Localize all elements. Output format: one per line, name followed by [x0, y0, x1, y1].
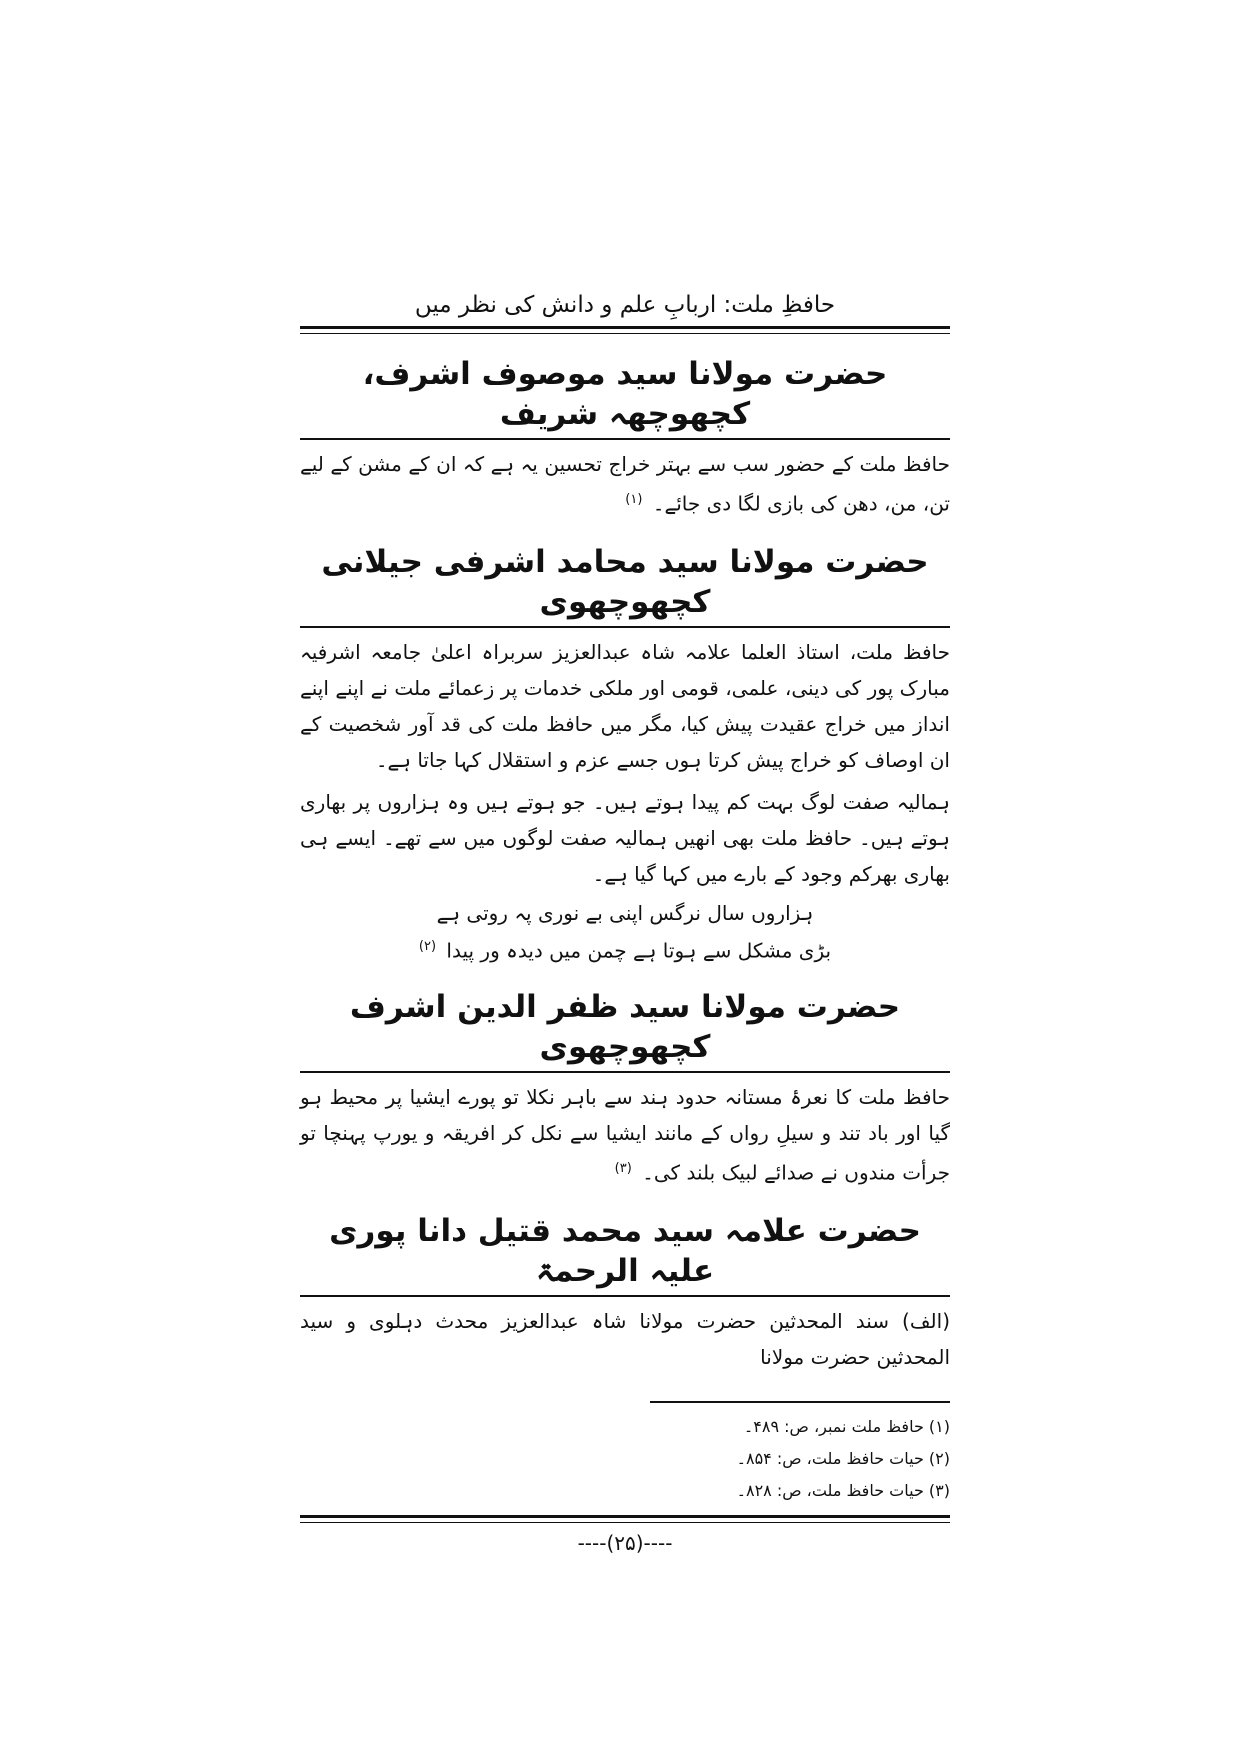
document-page — [300, 290, 950, 1555]
paragraph-text: حافظ ملت، استاذ العلما علامہ شاہ عبدالعزیز سربراہ اعلیٰ جامعہ اشرفیہ مبارک پور کی دینی، علمی، قومی اور ملکی خدمات پر زعمائے ملت نے اپنے اپنے انداز میں خراج عقیدت پیش کیا، مگر میں حافظ ملت کی قد آور شخصیت کے ان اوصاف کو خراج پیش کرتا ہوں جسے عزم و استقلال کہا جاتا ہے۔ — [300, 639, 950, 772]
footer-rule — [300, 1515, 950, 1523]
footnote-reference[interactable]: (۲) — [418, 938, 437, 954]
footnote-separator — [650, 1401, 950, 1403]
verse-line-wrap — [300, 930, 950, 968]
verse-couplet — [300, 896, 950, 968]
paragraph — [300, 1303, 950, 1375]
section-heading — [300, 987, 950, 1073]
verse-line: بڑی مشکل سے ہوتا ہے چمن میں دیدہ ور پیدا — [446, 938, 832, 963]
footnote: (۲) حیات حافظ ملت، ص: ۸۵۴۔ — [736, 1448, 950, 1468]
section-heading-text: حضرت مولانا سید ظفر الدین اشرف کچھوچھوی — [300, 987, 950, 1073]
paragraph — [300, 634, 950, 778]
running-head: حافظِ ملت: اربابِ علم و دانش کی نظر میں — [414, 292, 836, 318]
paragraph-text: (الف) سند المحدثین حضرت مولانا شاہ عبدالعزیز محدث دہلوی و سید المحدثین حضرت مولانا — [300, 1308, 950, 1369]
section-heading-text: حضرت علامہ سید محمد قتیل دانا پوری علیہ الرحمۃ — [300, 1211, 950, 1297]
paragraph-text: حافظ ملت کا نعرۂ مستانہ حدود ہند سے باہر نکلا تو پورے ایشیا پر محیط ہو گیا اور باد تند و سیلِ رواں کے مانند ایشیا سے نکل کر افریقہ و یورپ پہنچا تو جرأت مندوں نے صدائے لبیک بلند کی۔ — [300, 1085, 950, 1185]
section-heading — [300, 1211, 950, 1297]
paragraph — [300, 446, 950, 522]
paragraph-text: حافظ ملت کے حضور سب سے بہتر خراج تحسین یہ ہے کہ ان کے مشن کے لیے تن، من، دھن کی بازی لگا دی جائے۔ — [300, 452, 950, 516]
header-rule — [300, 326, 950, 334]
page-number: ----(۲۵)---- — [577, 1530, 673, 1555]
section-heading — [300, 354, 950, 440]
section-heading — [300, 542, 950, 628]
paragraph — [300, 1079, 950, 1191]
footnote: (۱) حافظ ملت نمبر، ص: ۴۸۹۔ — [743, 1416, 950, 1436]
verse-line: ہزاروں سال نرگس اپنی بے نوری پہ روتی ہے — [436, 900, 814, 925]
paragraph-text: ہمالیہ صفت لوگ بہت کم پیدا ہوتے ہیں۔ جو ہوتے ہیں وہ ہزاروں پر بھاری ہوتے ہیں۔ حافظ ملت بھی انھیں ہمالیہ صفت لوگوں میں سے تھے۔ ایسے ہی بھاری بھرکم وجود کے بارے میں کہا گیا ہے۔ — [300, 789, 950, 886]
section-heading-text: حضرت مولانا سید محامد اشرفی جیلانی کچھوچھوی — [300, 542, 950, 628]
paragraph — [300, 784, 950, 892]
footnote-reference[interactable]: (۱) — [625, 492, 643, 507]
footnote-reference[interactable]: (۳) — [614, 1161, 632, 1177]
section-heading-text: حضرت مولانا سید موصوف اشرف، کچھوچھہ شریف — [300, 354, 950, 440]
footnote: (۳) حیات حافظ ملت، ص: ۸۲۸۔ — [736, 1480, 950, 1500]
